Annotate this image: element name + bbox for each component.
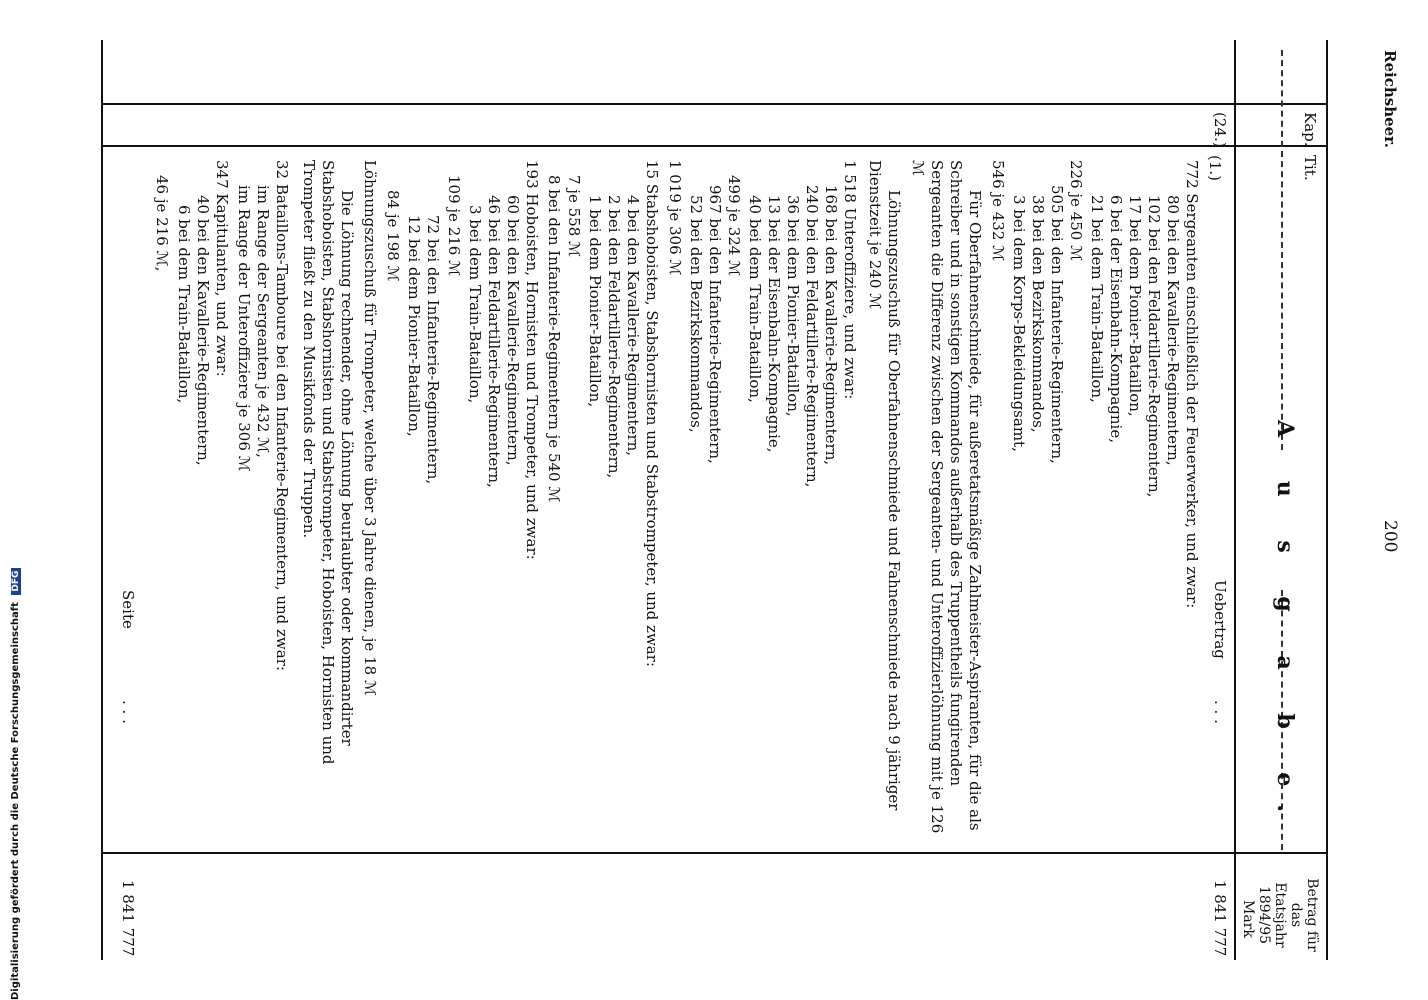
text-line: 8 bei den Infanterie-Regimentern je 540 ℳ	[545, 175, 563, 503]
text-line: 6 bei der Eisenbahn-Kompagnie,	[1107, 195, 1125, 443]
text-line: 46 bei den Feldartillerie-Regimentern,	[485, 195, 503, 488]
text-line: 3 bei dem Train-Bataillon,	[466, 205, 484, 404]
text-line: 1 019 je 306 ℳ	[666, 160, 684, 276]
text-line: 15 Stabshoboisten, Stabshornisten und Stabstrompeter, und zwar:	[643, 160, 661, 667]
text-line: 46 je 216 ℳ,	[153, 175, 171, 272]
kap-value: (24.)	[1211, 112, 1229, 148]
top-rule	[1326, 40, 1328, 960]
text-line: 546 je 432 ℳ	[989, 160, 1007, 262]
carry-over-amount: 1 841 777	[1211, 880, 1229, 957]
running-head: Reichsheer.	[1381, 50, 1399, 148]
text-line: 168 bei den Kavallerie-Regimentern,	[822, 185, 840, 466]
page-total-label: Seite	[119, 590, 137, 629]
text-line: 3 bei dem Korps-Bekleidungsamt,	[1010, 195, 1028, 452]
text-line: 32 Bataillons-Tamboure bei den Infanterie-Regimentern, und zwar:	[273, 160, 291, 671]
section-title: A u s g a b e.	[1272, 420, 1298, 831]
text-line: 38 bei den Bezirkskommandos,	[1029, 195, 1047, 433]
column-rule-tit	[103, 145, 1328, 147]
text-paragraph: Die Löhnung rechnender, ohne Löhnung beurlaubter oder kommandirter Stabshoboisten, Stabshornisten und Stabstrompeter, Hoboisten, Hornisten und Trompeter fließt zu den Musikfonds der Truppen.	[300, 160, 356, 765]
column-header-kap: Kap.	[1301, 112, 1319, 147]
text-line: 226 je 450 ℳ	[1067, 160, 1085, 262]
column-header-amount-unit: Mark	[1240, 900, 1256, 938]
text-line: 499 je 324 ℳ	[725, 175, 743, 277]
page-total-amount: 1 841 777	[119, 880, 137, 957]
column-header-tit: Tit.	[1301, 155, 1319, 181]
text-line: 60 bei den Kavallerie-Regimentern,	[504, 195, 522, 466]
text-line: 240 bei den Feldartillerie-Regimentern,	[803, 185, 821, 488]
header-separator	[1234, 40, 1236, 960]
page-total-dots: . . .	[119, 700, 137, 724]
text-line: 2 bei den Feldartillerie-Regimentern,	[605, 195, 623, 479]
text-line: 12 bei dem Pionier-Bataillon,	[405, 215, 423, 437]
text-line: 1 bei dem Pionier-Bataillon,	[586, 195, 604, 408]
text-line: im Range der Unteroffiziere je 306 ℳ	[235, 185, 253, 472]
carry-over-label: Uebertrag	[1211, 580, 1229, 659]
text-line: 347 Kapitulanten, und zwar:	[213, 160, 231, 377]
text-line: 109 je 216 ℳ	[445, 175, 463, 277]
text-line: im Range der Sergeanten je 432 ℳ,	[254, 185, 272, 458]
text-line: 967 bei den Infanterie-Regimentern,	[706, 185, 724, 464]
dfg-logo: DFG	[11, 568, 21, 595]
text-line: 505 bei den Infanterie-Regimentern,	[1048, 185, 1066, 464]
text-line: 17 bei dem Pionier-Bataillon,	[1126, 195, 1144, 417]
text-line: 193 Hoboisten, Hornisten und Trompeter, und zwar:	[523, 160, 541, 560]
column-header-amount: Betrag für das Etatsjahr 1894/95	[1256, 878, 1320, 952]
text-line: 80 bei den Kavallerie-Regimentern,	[1164, 195, 1182, 466]
text-line: 52 bei den Bezirkskommandos,	[687, 195, 705, 433]
text-paragraph: Löhnungszuschuß für Oberfahnenschmiede und Fahnenschmiede nach 9 jähriger Dienstzeit je 240 ℳ	[866, 160, 903, 811]
carry-over-dots: . . .	[1211, 700, 1229, 724]
text-line: 40 bei den Kavallerie-Regimentern,	[194, 195, 212, 466]
bottom-rule	[101, 40, 103, 960]
text-line: 1 518 Unteroffiziere, und zwar:	[841, 160, 859, 400]
header-dash-left	[1281, 50, 1283, 450]
tit-value: (1.)	[1206, 155, 1224, 182]
text-line: 6 bei dem Train-Bataillon,	[175, 205, 193, 404]
text-line: 84 je 198 ℳ	[384, 190, 402, 282]
text-line: 36 bei dem Pionier-Bataillon,	[784, 195, 802, 417]
column-rule-kap	[103, 103, 1328, 105]
text-line: 13 bei der Eisenbahn-Kompagnie,	[765, 195, 783, 453]
column-rule-amount	[103, 852, 1328, 854]
text-line: 772 Sergeanten einschließlich der Feuerwerker, und zwar:	[1183, 160, 1201, 609]
digitization-credit	[0, 570, 21, 1000]
text-line: 7 je 558 ℳ	[565, 175, 583, 258]
text-line: 40 bei dem Train-Bataillon,	[746, 195, 764, 403]
text-line: 102 bei den Feldartillerie-Regimentern,	[1145, 195, 1163, 498]
text-line: 72 bei den Infanterie-Regimentern,	[424, 215, 442, 485]
text-paragraph: Für Oberfahnenschmiede, für außeretatsmäßige Zahlmeister-Aspiranten, für die als Schreiber und in sonstigen Kommandos außerhalb des Truppentheils fungirenden Sergeanten die Differenz zwischen der Sergeanten- und Unteroffizierlöhnung mit je 126 ℳ	[909, 160, 984, 834]
page-number: 200	[1380, 520, 1400, 553]
text-line: 4 bei den Kavallerie-Regimentern,	[624, 195, 642, 457]
text-line: Löhnungszuschuß für Trompeter, welche über 3 Jahre dienen, je 18 ℳ	[361, 160, 379, 696]
credit-text: Digitalisierung gefördert durch die Deutsche Forschungsgemeinschaft	[10, 602, 21, 1000]
text-line: 21 bei dem Train-Bataillon,	[1088, 195, 1106, 403]
